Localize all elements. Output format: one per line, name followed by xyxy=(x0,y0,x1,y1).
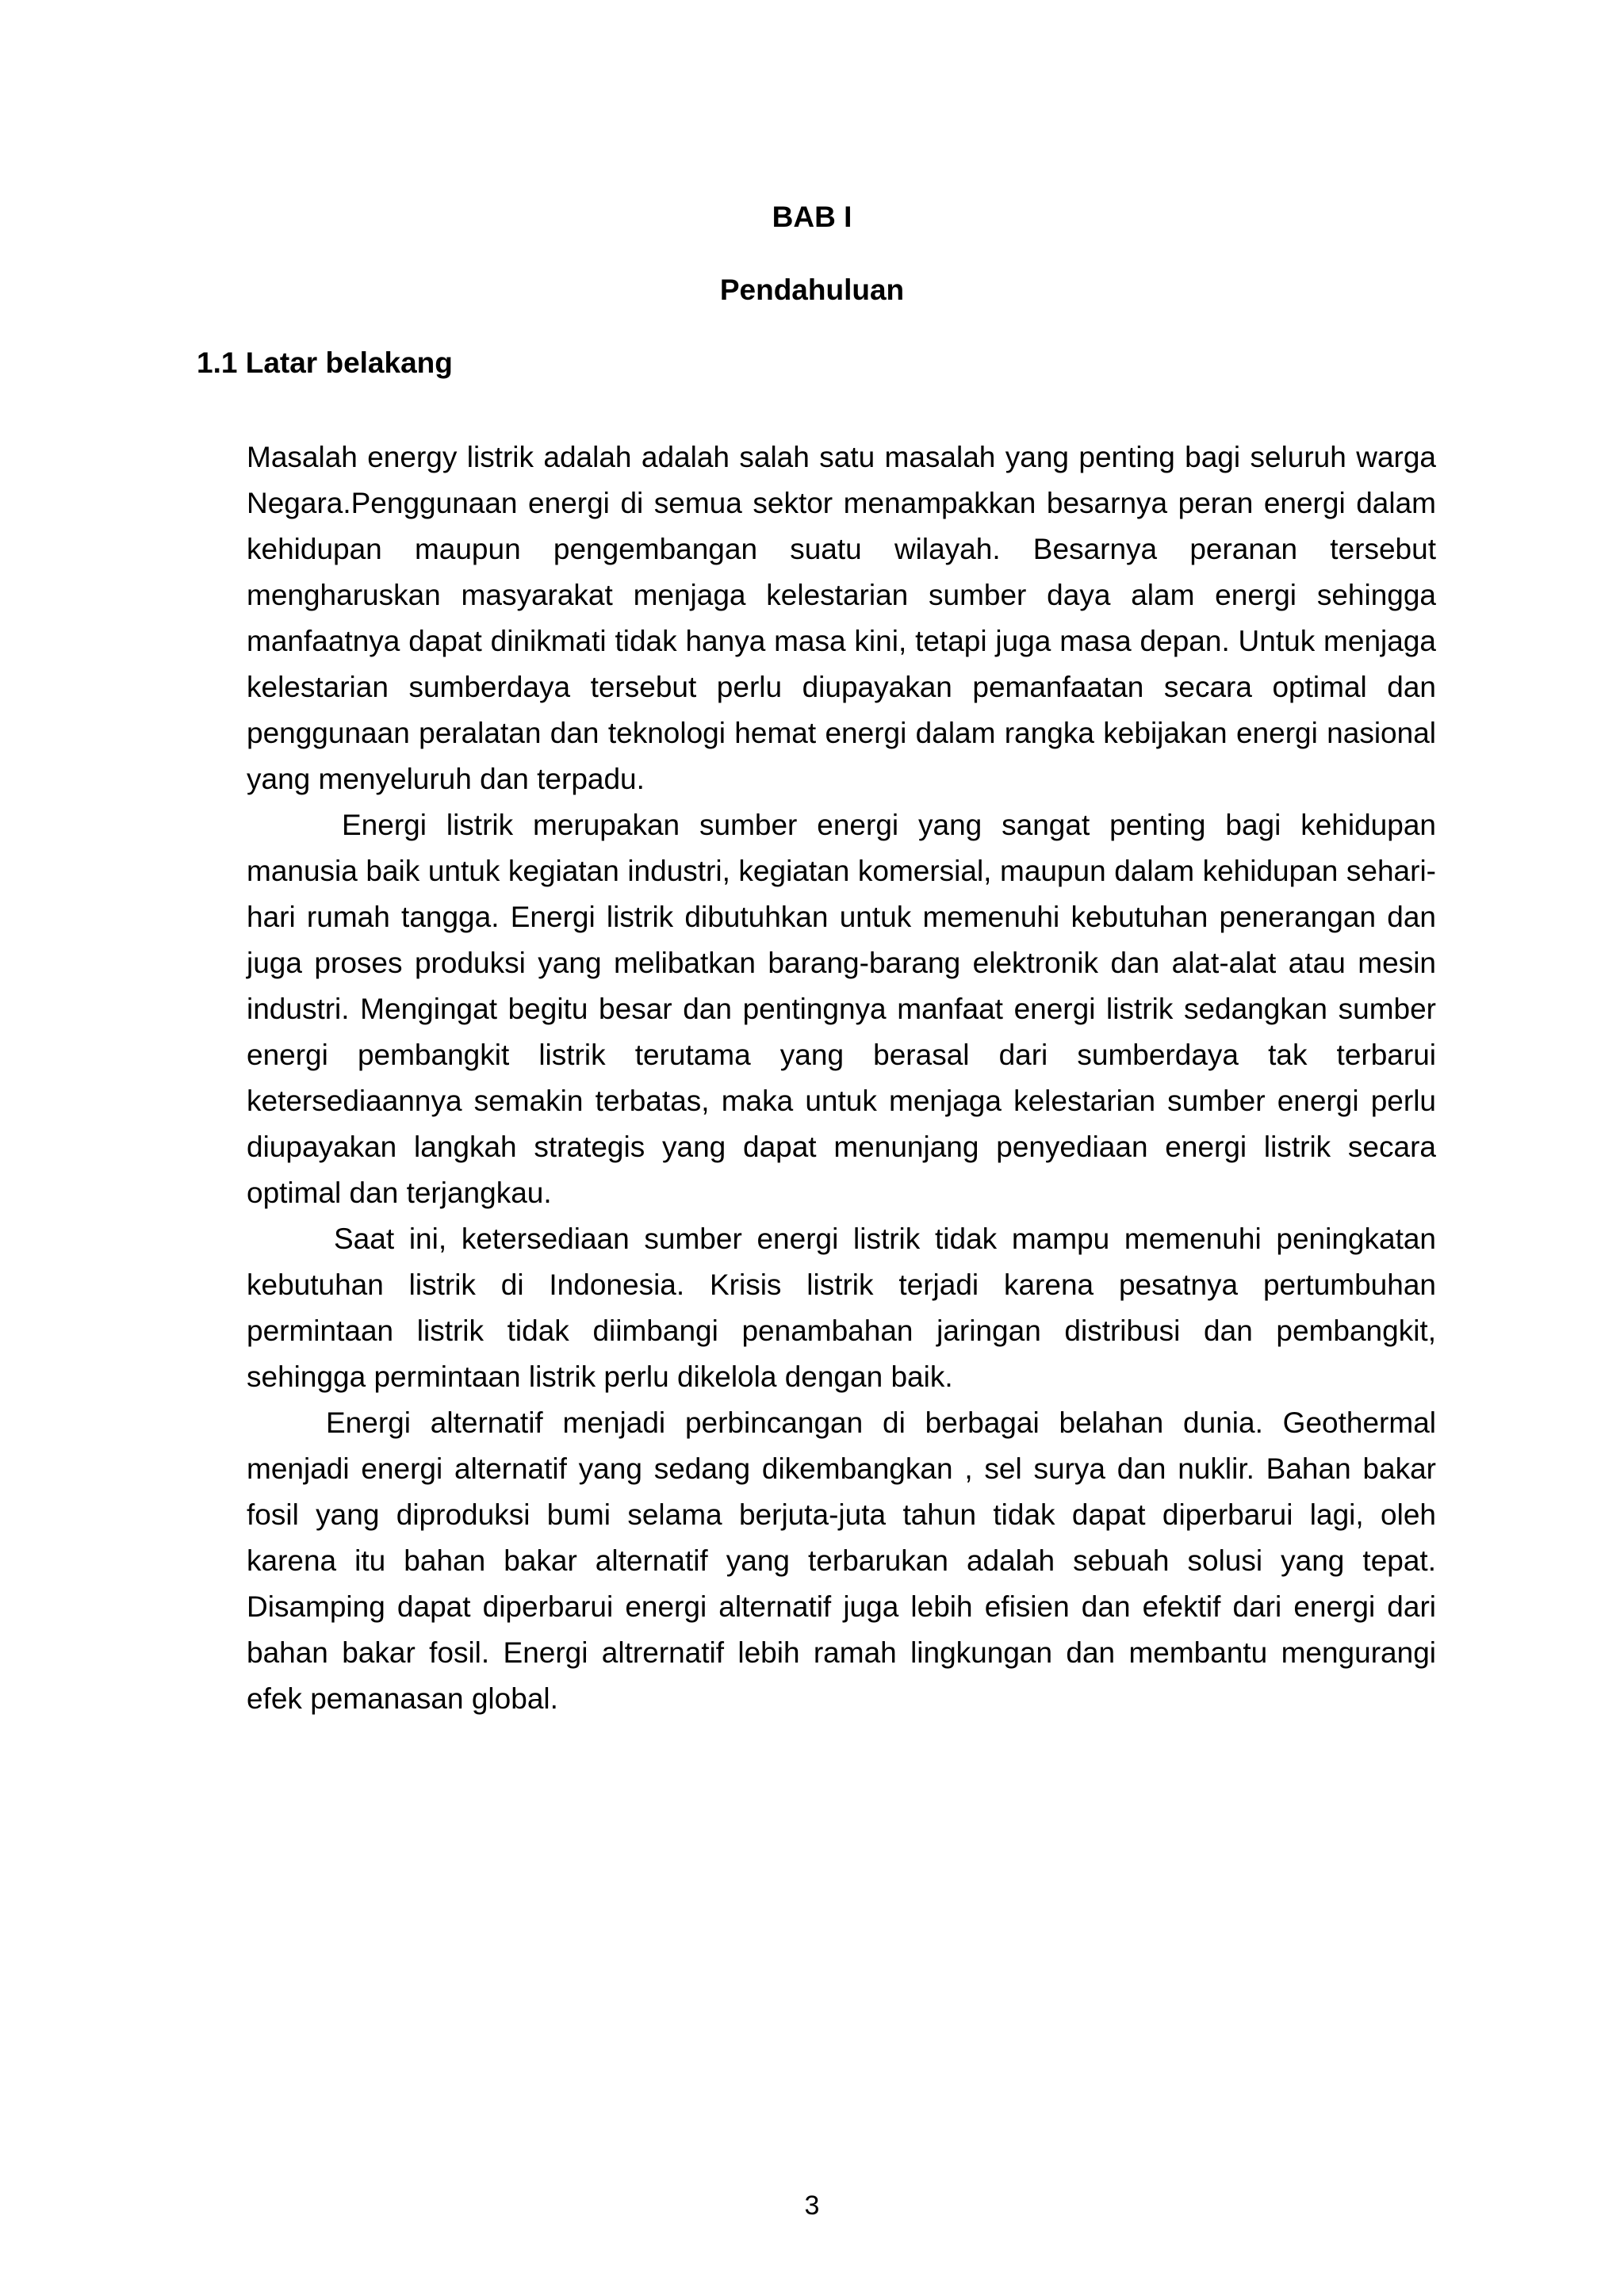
chapter-title: BAB I xyxy=(772,201,852,233)
chapter-subtitle: Pendahuluan xyxy=(719,274,905,306)
page-number: 3 xyxy=(804,2191,820,2221)
section-heading: 1.1 Latar belakang xyxy=(197,346,453,379)
paragraph: Masalah energy listrik adalah adalah salah satu masalah yang penting bagi seluruh warga Negara.Penggunaan energi di semua sektor menampakkan besarnya peran energi dalam kehidupan maupun pengembangan suatu wilayah. Besarnya peranan tersebut mengharuskan masyarakat menjaga kelestarian sumber daya alam energi sehingga manfaatnya dapat dinikmati tidak hanya masa kini, tetapi juga masa depan. Untuk menjaga kelestarian sumberdaya tersebut perlu diupayakan pemanfaatan secara optimal dan penggunaan peralatan dan teknologi hemat energi dalam rangka kebijakan energi nasional yang menyeluruh dan terpadu. xyxy=(247,441,1436,795)
paragraph: Energi listrik merupakan sumber energi yang sangat penting bagi kehidupan manusia baik untuk kegiatan industri, kegiatan komersial, maupun dalam kehidupan sehari-hari rumah tangga. Energi listrik dibutuhkan untuk memenuhi kebutuhan penerangan dan juga proses produksi yang melibatkan barang-barang elektronik dan alat-alat atau mesin industri. Mengingat begitu besar dan pentingnya manfaat energi listrik sedangkan sumber energi pembangkit listrik terutama yang berasal dari sumberdaya tak terbarui ketersediaannya semakin terbatas, maka untuk menjaga kelestarian sumber energi perlu diupayakan langkah strategis yang dapat menunjang penyediaan energi listrik secara optimal dan terjangkau. xyxy=(247,809,1436,1209)
paragraph: Saat ini, ketersediaan sumber energi listrik tidak mampu memenuhi peningkatan kebutuhan listrik di Indonesia. Krisis listrik terjadi karena pesatnya pertumbuhan permintaan listrik tidak diimbangi penambahan jaringan distribusi dan pembangkit, sehingga permintaan listrik perlu dikelola dengan baik. xyxy=(247,1223,1436,1393)
paragraph: Energi alternatif menjadi perbincangan di berbagai belahan dunia. Geothermal menjadi energi alternatif yang sedang dikembangkan , sel surya dan nuklir. Bahan bakar fosil yang diproduksi bumi selama berjuta-juta tahun tidak dapat diperbarui lagi, oleh karena itu bahan bakar alternatif yang terbarukan adalah sebuah solusi yang tepat. Disamping dapat diperbarui energi alternatif juga lebih efisien dan efektif dari energi dari bahan bakar fosil. Energi altrernatif lebih ramah lingkungan dan membantu mengurangi efek pemanasan global. xyxy=(247,1406,1436,1715)
body-text xyxy=(247,434,1436,1722)
